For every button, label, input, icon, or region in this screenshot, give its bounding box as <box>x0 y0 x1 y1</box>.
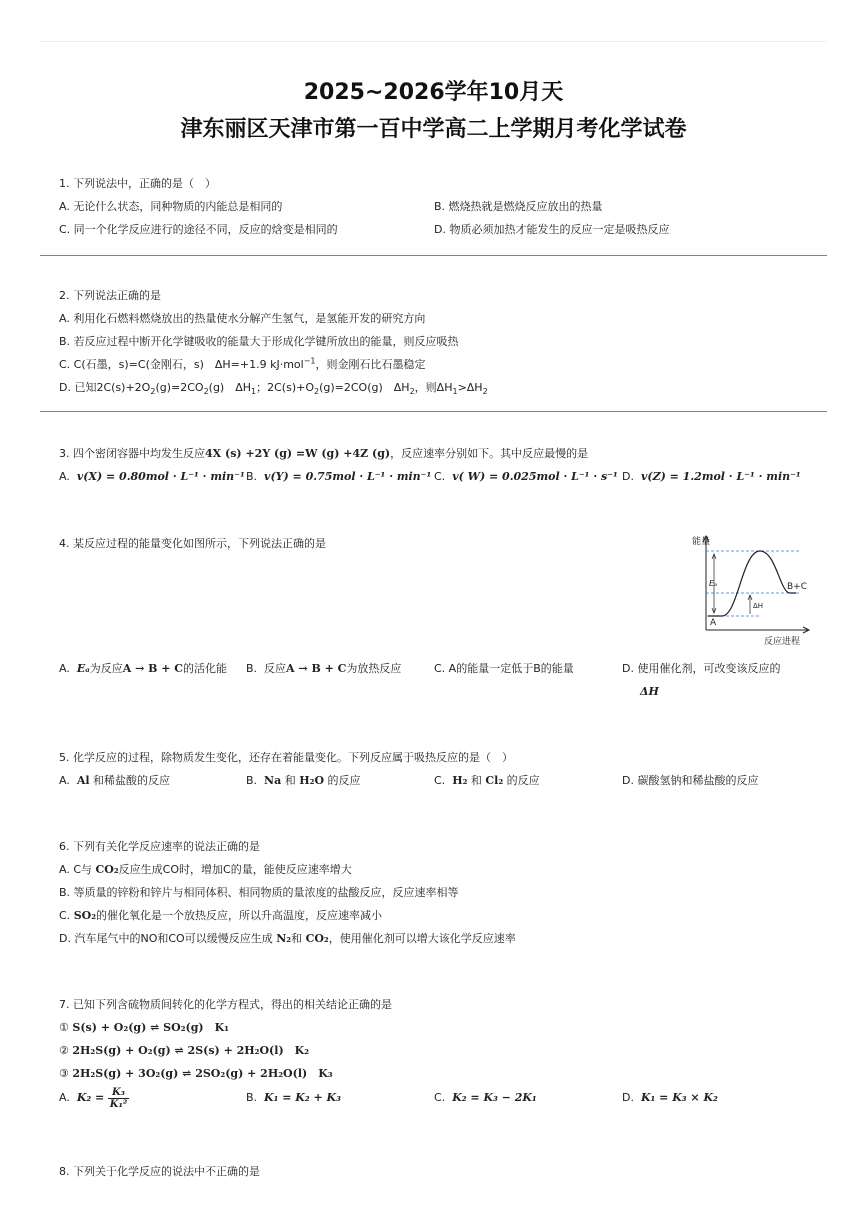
chemical-formula: Cl₂ <box>485 774 504 787</box>
chemical-formula: SO₂ <box>73 909 97 922</box>
question-7-option-c[interactable] <box>434 1091 537 1105</box>
option-label: D. <box>622 1091 634 1104</box>
question-separator <box>40 255 827 256</box>
option-text: ，则金刚石比石墨稳定 <box>315 358 426 371</box>
question-6-option-a[interactable] <box>59 863 352 877</box>
question-8-stem: 8. 下列关于化学反应的说法中不正确的是 <box>59 1165 260 1178</box>
equation-number: ③ <box>59 1067 69 1080</box>
equation: K₂ = K₃ − 2K₁ <box>452 1091 537 1104</box>
rate-expression: v(X) = 0.80mol · L⁻¹ · min⁻¹ <box>76 470 245 483</box>
option-label: D. <box>622 470 634 483</box>
chemical-formula: CO₂ <box>95 863 119 876</box>
option-label: C. <box>434 470 446 483</box>
subscript: 2 <box>203 387 209 397</box>
option-text: ；2C(s)+O <box>256 381 314 394</box>
option-label: C. <box>434 774 446 787</box>
option-label: B. <box>246 1091 258 1104</box>
reaction-equation: 4X (s) +2Y (g) =W (g) +4Z (g) <box>205 447 391 460</box>
question-7-equation-3 <box>59 1067 333 1081</box>
fraction-denominator: K₁² <box>109 1098 128 1110</box>
fraction <box>108 1087 129 1110</box>
question-2-option-a[interactable]: A. 利用化石燃料燃烧放出的热量使水分解产生氢气，是氢能开发的研究方向 <box>59 312 426 325</box>
option-text: C. <box>59 909 74 922</box>
superscript: −1 <box>303 356 316 366</box>
option-label: B. <box>246 470 258 483</box>
rate-expression: v( W) = 0.025mol · L⁻¹ · s⁻¹ <box>452 470 618 483</box>
chemical-formula: H₂O <box>299 774 325 787</box>
question-6-option-c[interactable] <box>59 909 382 923</box>
option-label: A. <box>59 662 70 675</box>
option-text: ，使用催化剂可以增大该化学反应速率 <box>328 932 516 945</box>
question-2-option-c[interactable] <box>59 358 426 372</box>
equilibrium-equation: 2H₂S(g) + 3O₂(g) ⇌ 2SO₂(g) + 2H₂O(l) K₃ <box>72 1067 333 1080</box>
option-text: 和 <box>467 774 486 787</box>
option-text: 为反应 <box>89 662 123 675</box>
activation-energy-symbol: Eₐ <box>76 662 90 675</box>
question-5-option-a[interactable] <box>59 774 170 788</box>
fraction-numerator: K₃ <box>108 1087 129 1099</box>
chemical-formula: Na <box>264 774 282 787</box>
option-text: D. 汽车尾气中的NO和CO可以缓慢反应生成 <box>59 932 277 945</box>
equation: K₁ = K₂ + K₃ <box>264 1091 341 1104</box>
question-7-stem: 7. 已知下列含硫物质间转化的化学方程式，得出的相关结论正确的是 <box>59 998 392 1011</box>
exam-title-line-2: 津东丽区天津市第一百中学高二上学期月考化学试卷 <box>180 117 687 142</box>
subscript: 2 <box>150 387 156 397</box>
option-text: >ΔH <box>457 381 483 394</box>
question-7-option-b[interactable] <box>246 1091 341 1105</box>
question-4-stem: 4. 某反应过程的能量变化如图所示，下列说法正确的是 <box>59 537 326 550</box>
subscript: 2 <box>409 387 415 397</box>
option-label: A. <box>59 774 70 787</box>
question-6-option-b[interactable]: B. 等质量的锌粉和锌片与相同体积、相同物质的量浓度的盐酸反应，反应速率相等 <box>59 886 459 899</box>
question-1-option-b[interactable]: B. 燃烧热就是燃烧反应放出的热量 <box>434 200 603 213</box>
question-3-option-c[interactable] <box>434 470 618 484</box>
dh-label: ΔH <box>753 602 764 610</box>
rate-expression: v(Y) = 0.75mol · L⁻¹ · min⁻¹ <box>264 470 432 483</box>
question-5-option-d[interactable]: D. 碳酸氢钠和稀盐酸的反应 <box>622 774 759 787</box>
question-4-option-d[interactable] <box>622 662 780 676</box>
option-text: 反应 <box>264 662 287 675</box>
question-1-stem: 1. 下列说法中，正确的是（ ） <box>59 177 216 190</box>
subscript: 1 <box>452 387 458 397</box>
option-label: B. <box>246 662 258 675</box>
rate-expression: v(Z) = 1.2mol · L⁻¹ · min⁻¹ <box>640 470 801 483</box>
option-text: 的反应 <box>503 774 540 787</box>
option-label: A. <box>59 1091 70 1104</box>
subscript: 2 <box>482 387 488 397</box>
question-2-option-b[interactable]: B. 若反应过程中断开化学键吸收的能量大于形成化学键所放出的能量，则反应吸热 <box>59 335 459 348</box>
question-7-equation-1 <box>59 1021 229 1035</box>
question-2-option-d[interactable] <box>59 381 488 395</box>
exam-title-line-1: 2025~2026学年10月天 <box>303 80 564 105</box>
chemical-formula: H₂ <box>452 774 468 787</box>
product-label: B+C <box>787 582 807 592</box>
option-text: C. C(石墨，s)=C(金刚石，s) ΔH=+1.9 kJ·mol <box>59 358 304 371</box>
equation-number: ② <box>59 1044 69 1057</box>
option-text: 反应生成CO时，增加C的量，能使反应速率增大 <box>118 863 352 876</box>
option-text: 的催化氧化是一个放热反应，所以升高温度，反应速率减小 <box>96 909 383 922</box>
question-6-option-d[interactable] <box>59 932 516 946</box>
option-text: 和稀盐酸的反应 <box>89 774 171 787</box>
question-3-option-a[interactable] <box>59 470 245 484</box>
x-axis-label: 反应进程 <box>764 637 801 647</box>
option-label: C. <box>434 1091 446 1104</box>
question-1-option-a[interactable]: A. 无论什么状态，同种物质的内能总是相同的 <box>59 200 283 213</box>
energy-diagram <box>690 530 815 648</box>
question-3-option-b[interactable] <box>246 470 431 484</box>
equilibrium-equation: S(s) + O₂(g) ⇌ SO₂(g) K₁ <box>72 1021 229 1034</box>
option-text: D. 使用催化剂，可改变该反应的 <box>622 662 781 675</box>
question-5-stem: 5. 化学反应的过程，除物质发生变化，还存在着能量变化。下列反应属于吸热反应的是（ ） <box>59 751 513 764</box>
option-text: ，则ΔH <box>414 381 453 394</box>
option-text: D. 已知2C(s)+2O <box>59 381 151 394</box>
stem-text: 3. 四个密闭容器中均发生反应 <box>59 447 205 460</box>
subscript: 2 <box>314 387 320 397</box>
question-5-option-c[interactable] <box>434 774 540 788</box>
subscript: 1 <box>251 387 257 397</box>
option-text: A. C与 <box>59 863 96 876</box>
equation: K₁ = K₃ × K₂ <box>640 1091 718 1104</box>
option-text: 和 <box>281 774 300 787</box>
question-7-option-a[interactable] <box>59 1083 129 1113</box>
question-7-equation-2 <box>59 1044 309 1058</box>
question-4-option-d-cont[interactable] <box>640 685 659 699</box>
question-4-option-a[interactable] <box>59 662 227 676</box>
question-4-option-c[interactable]: C. A的能量一定低于B的能量 <box>434 662 574 675</box>
question-6-stem: 6. 下列有关化学反应速率的说法正确的是 <box>59 840 260 853</box>
reaction-equation: A → B + C <box>122 662 184 675</box>
stem-text: ，反应速率分别如下。其中反应最慢的是 <box>390 447 589 460</box>
reaction-equation: A → B + C <box>286 662 347 675</box>
y-axis-label: 能量 <box>692 537 711 547</box>
option-text: (g)=2CO <box>155 381 204 394</box>
question-5-option-b[interactable] <box>246 774 361 788</box>
question-3-option-d[interactable] <box>622 470 801 484</box>
page-top-border <box>40 41 827 42</box>
equation-number: ① <box>59 1021 69 1034</box>
option-label: A. <box>59 470 70 483</box>
question-4-option-b[interactable] <box>246 662 401 676</box>
option-text: 为放热反应 <box>346 662 402 675</box>
option-text: 的活化能 <box>183 662 228 675</box>
option-text: 的反应 <box>324 774 361 787</box>
option-label: B. <box>246 774 258 787</box>
question-separator <box>40 411 827 412</box>
ea-label: Eₐ <box>709 579 718 588</box>
chemical-formula: Al <box>76 774 90 787</box>
equilibrium-equation: 2H₂S(g) + O₂(g) ⇌ 2S(s) + 2H₂O(l) K₂ <box>72 1044 310 1057</box>
question-1-option-d[interactable]: D. 物质必须加热才能发生的反应一定是吸热反应 <box>434 223 670 236</box>
option-text: 和 <box>291 932 306 945</box>
question-3-stem <box>59 447 588 461</box>
energy-curve <box>708 551 796 616</box>
question-2-stem: 2. 下列说法正确的是 <box>59 289 161 302</box>
enthalpy-symbol: ΔH <box>640 685 659 698</box>
option-text: (g)=2CO(g) ΔH <box>319 381 410 394</box>
question-1-option-c[interactable]: C. 同一个化学反应进行的途径不同，反应的焓变是相同的 <box>59 223 338 236</box>
question-7-option-d[interactable] <box>622 1091 718 1105</box>
chemical-formula: CO₂ <box>305 932 329 945</box>
equation-lhs: K₂ = <box>76 1091 105 1104</box>
chemical-formula: N₂ <box>276 932 292 945</box>
reactant-label: A <box>710 618 717 628</box>
option-text: (g) ΔH <box>208 381 252 394</box>
